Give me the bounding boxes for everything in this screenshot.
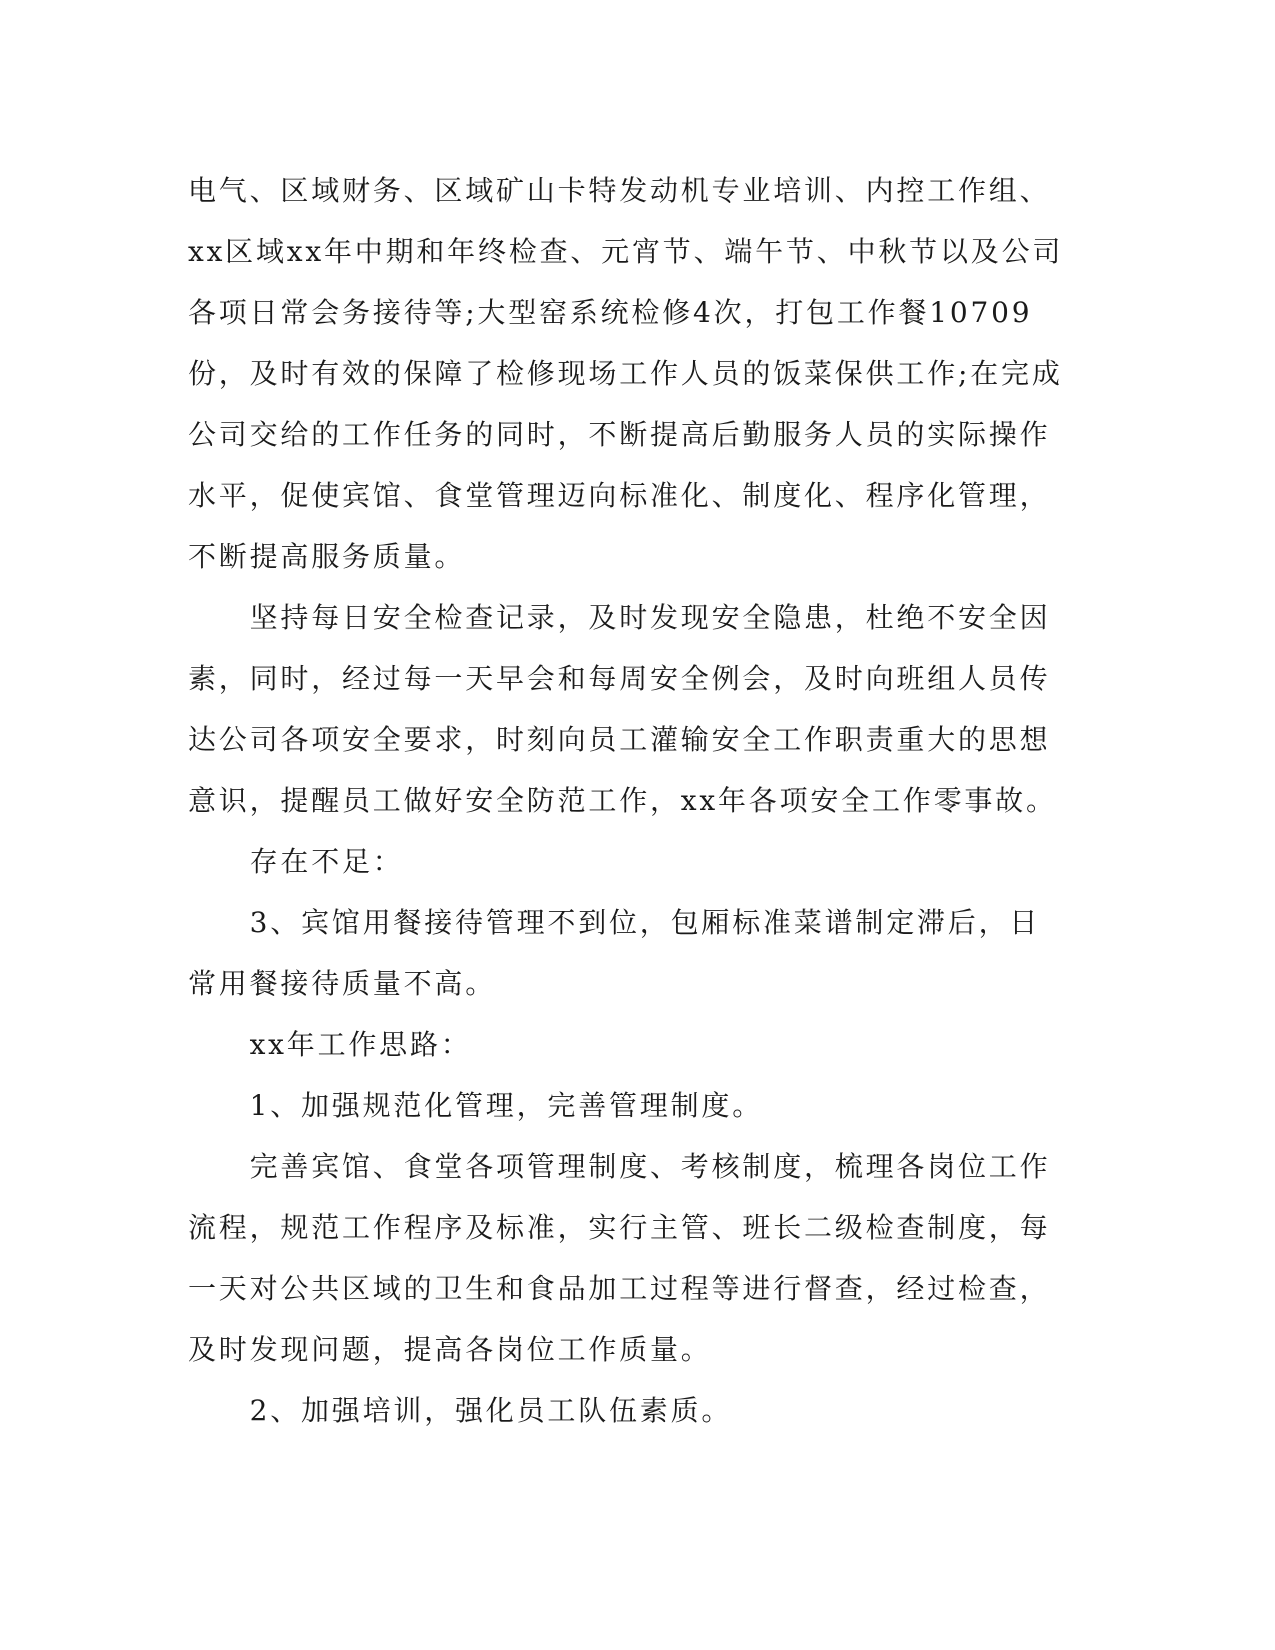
paragraph-service-summary: 电气、区域财务、区域矿山卡特发动机专业培训、内控工作组、xx区域xx年中期和年终检查、元宵节、端午节、中秋节以及公司各项日常会务接待等;大型窑系统检修4次，打包工作餐10709份，及时有效的保障了检修现场工作人员的饭菜保供工作;在完成公司交给的工作任务的同时，不断提高后勤服务人员的实际操作水平，促使宾馆、食堂管理迈向标准化、制度化、程序化管理，不断提高服务质量。 <box>188 174 1064 573</box>
paragraph-plan-item-2: 2、加强培训，强化员工队伍素质。 <box>249 1394 733 1427</box>
document-body <box>188 160 1068 1441</box>
paragraph-plan-item-1: 1、加强规范化管理，完善管理制度。 <box>249 1089 764 1122</box>
paragraph-shortcoming-3: 3、宾馆用餐接待管理不到位，包厢标准菜谱制定滞后，日常用餐接待质量不高。 <box>188 906 1041 1000</box>
paragraph-safety-check: 坚持每日安全检查记录，及时发现安全隐患，杜绝不安全因素，同时，经过每一天早会和每周安全例会，及时向班组人员传达公司各项安全要求，时刻向员工灌输安全工作职责重大的思想意识，提醒员工做好安全防范工作，xx年各项安全工作零事故。 <box>188 601 1057 817</box>
heading-work-plan: xx年工作思路： <box>249 1028 472 1061</box>
paragraph-management-details: 完善宾馆、食堂各项管理制度、考核制度，梳理各岗位工作流程，规范工作程序及标准，实行主管、班长二级检查制度，每一天对公共区域的卫生和食品加工过程等进行督查，经过检查，及时发现问题，提高各岗位工作质量。 <box>188 1150 1051 1366</box>
heading-shortcomings: 存在不足： <box>249 845 404 878</box>
